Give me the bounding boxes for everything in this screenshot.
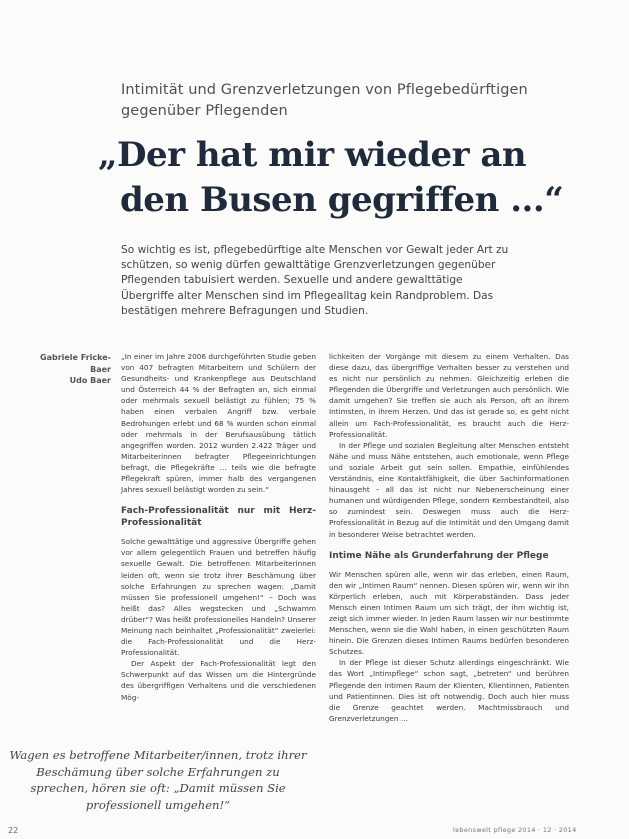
article-kicker: Intimität und Grenzverletzungen von Pflegebedürftigen gegenüber Pflegenden (121, 82, 528, 119)
text-column-right (329, 351, 569, 724)
body-paragraph: Wir Menschen spüren alle, wenn wir das erleben, einen Raum, den wir „Intimen Raum“ nennen. Diesen spüren wir, wenn wir ihn Körperlich erleben, auch mit Körperabständen. Dass jeder Mensch einen Intimen Raum um sich trägt, der ihm wichtig ist, zeigt sich immer wieder. In jeden Raum lassen wir nur bestimmte Menschen, wenn sie die Wahl haben, in einen geschützten Raum hinein. Die Grenzen dieses Intimen Raums bedürfen besonderen Schutzes. (329, 569, 569, 657)
body-paragraph: In der Pflege und sozialen Begleitung alter Menschen entsteht Nähe und muss Nähe entstehen, auch emotionale, wenn Pflege und soziale Arbeit gut sein sollen. Empathie, einfühlendes Verständnis, eine Kontaktfähigkeit, die über Sachinformationen hinausgeht – all das ist nicht nur Nebenerscheinung einer humanen und würdigenden Pflege, sondern Kernbestandteil, also so zumindest sein. Deswegen muss auch die Herz-Professionalität in Bezug auf die Intimität und den Umgang damit in besonderer Weise betrachtet werden. (329, 440, 569, 539)
pull-quote: Wagen es betroffene Mitarbeiter/innen, trotz ihrer Beschämung über solche Erfahrungen zu sprechen, hören sie oft: „Damit müssen Sie professionell umgehen!“ (9, 748, 307, 812)
article-headline (98, 133, 618, 223)
article-lead: So wichtig es ist, pflegebedürftige alte Menschen vor Gewalt jeder Art zu schützen, so wenig dürfen gewalttätige Grenzverletzungen gegenüber Pflegenden tabuisiert werden. Sexuelle und andere gewalttätige Übergriffe alter Menschen sind im Pflegealltag kein Randproblem. Das bestätigen mehrere Befragungen und Studien. (121, 244, 509, 317)
body-paragraph: „In einer im Jahre 2006 durchgeführten Studie geben von 407 befragten Mitarbeitern und Schülern der Gesundheits- und Krankenpflege aus Deutschland und Österreich 44 % der Befragten an, sich einmal oder mehrmals sexuell belästigt zu fühlen; 75 % haben einen verbalen Angriff bzw. verbale Bedrohungen erlebt und 68 % wurden schon einmal oder mehrmals in der Berufsausübung tätlich angegriffen worden. 2012 wurden 2.422 Träger und Mitarbeiterinnen befragter Pflegeeinrichtungen befragt, die Pflegekräfte … teils wie die befragte Pflegekraft spüren, immer halb des vergangenen Jahres sexuell belästigt worden zu sein.“ (121, 352, 316, 495)
body-paragraph: In der Pflege ist dieser Schutz allerdings eingeschränkt. Wie das Wort „Intimpflege“ schon sagt, „betreten“ und berühren Pflegende den intimen Raum der Klienten, Klientinnen, Patienten und Patientinnen. Dies ist oft notwendig. Doch auch hier muss die Grenze geachtet werden. Machtmissbrauch und Grenzverletzungen … (329, 658, 569, 723)
author-name: Gabriele Fricke-Baer (40, 353, 111, 374)
body-paragraph: lichkeiten der Vorgänge mit diesem zu einem Verhalten. Das diese dazu, das übergriffige Verhalten besser zu verstehen und es nicht nur persönlich zu nehmen. Gleichzeitig erleben die Pflegenden die Übergriffe und Verletzungen auch persönlich. Wie damit umgehen? Sie treffen sie auch als Person, oft an ihrem Intimsten, in ihrem Herzen. Und das ist gerade so, es geht nicht allein um Fach-Professionalität, es braucht auch die Herz-Professionalität. (329, 352, 569, 439)
magazine-footer: lebenswelt pflege 2014 · 12 · 2014 (453, 826, 577, 834)
author-block (25, 352, 111, 387)
section-heading: Intime Nähe als Grunderfahrung der Pflege (329, 550, 549, 561)
body-paragraph: Der Aspekt der Fach-Professionalität legt den Schwerpunkt auf das Wissen um die Hintergründe des übergriffigen Verhaltens und die verschiedenen Mög- (121, 659, 316, 702)
section-heading: Fach-Professionalität nur mit Herz-Professionalität (121, 506, 316, 529)
text-column-left (121, 351, 316, 703)
page-number: 22 (8, 826, 19, 835)
headline-line-2: den Busen gegriffen ...“ (120, 180, 564, 220)
author-name: Udo Baer (69, 376, 111, 385)
headline-line-1: „Der hat mir wieder an (98, 135, 527, 175)
body-paragraph: Solche gewalttätige und aggressive Übergriffe gehen vor allem gelegentlich Frauen und betreffen häufig sexuelle Gewalt. Die betroffenen Mitarbeiterinnen leiden oft, wenn sie trotz ihrer Beschämung über solche Erfahrungen zu sprechen wagen: „Damit müssen Sie professionell umgehen!“ – Doch was heißt das? Alles wegstecken und „Schwamm drüber“? Was heißt professionelles Handeln? Unserer Meinung nach beinhaltet „Professionalität“ zweierlei: die Fach-Professionalität und die Herz-Professionalität. (121, 537, 316, 658)
